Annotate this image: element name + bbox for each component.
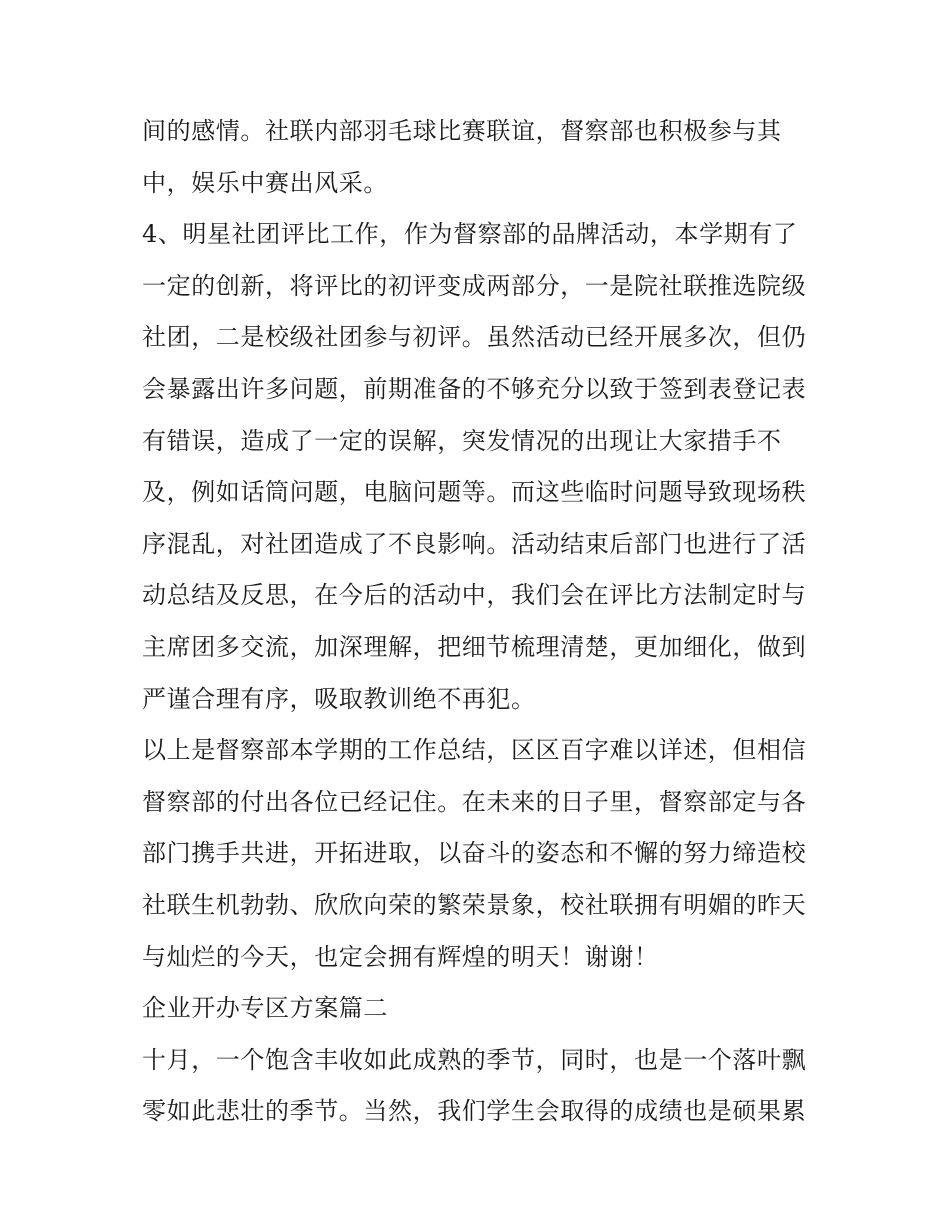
text-line: 以上是督察部本学期的工作总结，区区百字难以详述，但相信 bbox=[142, 736, 807, 765]
text-line: 十月，一个饱含丰收如此成熟的季节，同时，也是一个落叶飘 bbox=[142, 1045, 807, 1074]
section-heading: 企业开办专区方案篇二 bbox=[142, 994, 388, 1023]
text-line: 社联生机勃勃、欣欣向荣的繁荣景象，校社联拥有明媚的昨天 bbox=[142, 890, 807, 919]
text-line: 零如此悲壮的季节。当然，我们学生会取得的成绩也是硕果累 bbox=[142, 1097, 807, 1126]
text-line: 4、明星社团评比工作，作为督察部的品牌活动，本学期有了 bbox=[142, 220, 798, 249]
text-line: 会暴露出许多问题，前期准备的不够充分以致于签到表登记表 bbox=[142, 374, 807, 403]
text-line: 间的感情。社联内部羽毛球比赛联谊，督察部也积极参与其 bbox=[142, 117, 782, 145]
text-line: 与灿烂的今天，也定会拥有辉煌的明天！谢谢！ bbox=[142, 942, 659, 971]
text-line: 及，例如话筒问题，电脑问题等。而这些临时问题导致现场秩 bbox=[142, 478, 807, 507]
text-line: 主席团多交流，加深理解，把细节梳理清楚，更加细化，做到 bbox=[142, 632, 807, 661]
text-line: 部门携手共进，开拓进取，以奋斗的姿态和不懈的努力缔造校 bbox=[142, 839, 807, 868]
text-line: 动总结及反思，在今后的活动中，我们会在评比方法制定时与 bbox=[142, 581, 807, 610]
text-line: 一定的创新，将评比的初评变成两部分，一是院社联推选院级 bbox=[142, 271, 807, 300]
text-line: 严谨合理有序，吸取教训绝不再犯。 bbox=[142, 684, 536, 713]
text-line: 督察部的付出各位已经记住。在未来的日子里，督察部定与各 bbox=[142, 787, 807, 816]
text-line: 有错误，造成了一定的误解，突发情况的出现让大家措手不 bbox=[142, 426, 782, 455]
text-line: 序混乱，对社团造成了不良影响。活动结束后部门也进行了活 bbox=[142, 529, 807, 558]
document-body bbox=[142, 106, 822, 1138]
text-line: 中，娱乐中赛出风采。 bbox=[142, 168, 388, 197]
text-line: 社团，二是校级社团参与初评。虽然活动已经开展多次，但仍 bbox=[142, 323, 807, 352]
